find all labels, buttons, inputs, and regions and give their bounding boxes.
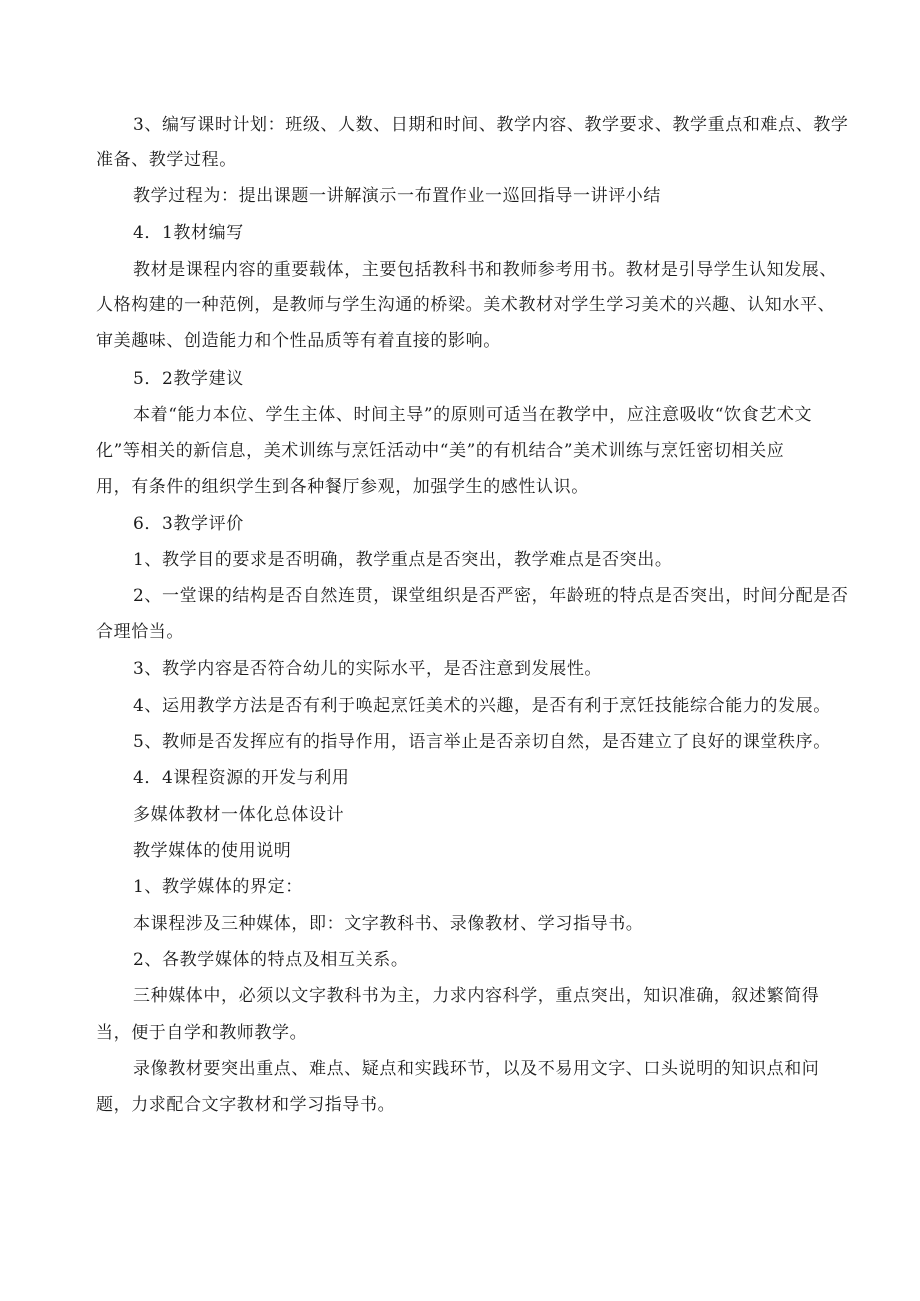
section-heading: 5．2教学建议 [133, 369, 244, 389]
paragraph-line: 录像教材要突出重点、难点、疑点和实践环节，以及不易用文字、口头说明的知识点和问 [133, 1059, 820, 1079]
paragraph-line: 本着“能力本位、学生主体、时间主导”的原则可适当在教学中，应注意吸收“饮食艺术文 [133, 405, 813, 425]
paragraph-line: 教材是课程内容的重要载体，主要包括教科书和教师参考用书。教材是引导学生认知发展、 [133, 260, 837, 280]
paragraph-line: 人格构建的一种范例，是教师与学生沟通的桥梁。美术教材对学生学习美术的兴趣、认知水平、 [96, 295, 836, 315]
list-item: 2、一堂课的结构是否自然连贯，课堂组织是否严密，年龄班的特点是否突出，时间分配是否 [133, 586, 849, 606]
list-item: 4、运用教学方法是否有利于唤起烹饪美术的兴趣，是否有利于烹饪技能综合能力的发展。 [133, 696, 831, 716]
list-item: 3、教学内容是否符合幼儿的实际水平，是否注意到发展性。 [133, 659, 603, 679]
paragraph-line: 当，便于自学和教师教学。 [96, 1023, 308, 1043]
section-heading: 4．4课程资源的开发与利用 [133, 768, 350, 788]
paragraph-line: 教学过程为：提出课题一讲解演示一布置作业一巡回指导一讲评小结 [133, 186, 661, 206]
paragraph-line: 三种媒体中，必须以文字教科书为主，力求内容科学，重点突出，知识准确，叙述繁简得 [133, 986, 820, 1006]
paragraph-line: 题，力求配合文字教材和学习指导书。 [96, 1095, 396, 1115]
list-item: 1、教学目的要求是否明确，教学重点是否突出，教学难点是否突出。 [133, 550, 673, 570]
paragraph-line: 3、编写课时计划：班级、人数、日期和时间、教学内容、教学要求、教学重点和难点、教学 [133, 115, 849, 135]
list-item: 2、各教学媒体的特点及相互关系。 [133, 950, 409, 970]
paragraph-line: 准备、教学过程。 [96, 150, 237, 170]
paragraph-line: 用，有条件的组织学生到各种餐厅参观，加强学生的感性认识。 [96, 477, 589, 497]
paragraph-line: 化”等相关的新信息，美术训练与烹饪活动中“美”的有机结合”美术训练与烹饪密切相关应 [96, 441, 785, 461]
section-heading: 6．3教学评价 [133, 514, 244, 534]
paragraph-line: 多媒体教材一体化总体设计 [133, 805, 345, 825]
list-item: 5、教师是否发挥应有的指导作用，语言举止是否亲切自然，是否建立了良好的课堂秩序。 [133, 732, 831, 752]
section-heading: 4．1教材编写 [133, 223, 244, 243]
paragraph-line: 审美趣味、创造能力和个性品质等有着直接的影响。 [96, 331, 501, 351]
list-item: 合理恰当。 [96, 622, 184, 642]
list-item: 1、教学媒体的界定： [133, 877, 303, 897]
paragraph-line: 教学媒体的使用说明 [133, 841, 292, 861]
paragraph-line: 本课程涉及三种媒体，即：文字教科书、录像教材、学习指导书。 [133, 914, 644, 934]
